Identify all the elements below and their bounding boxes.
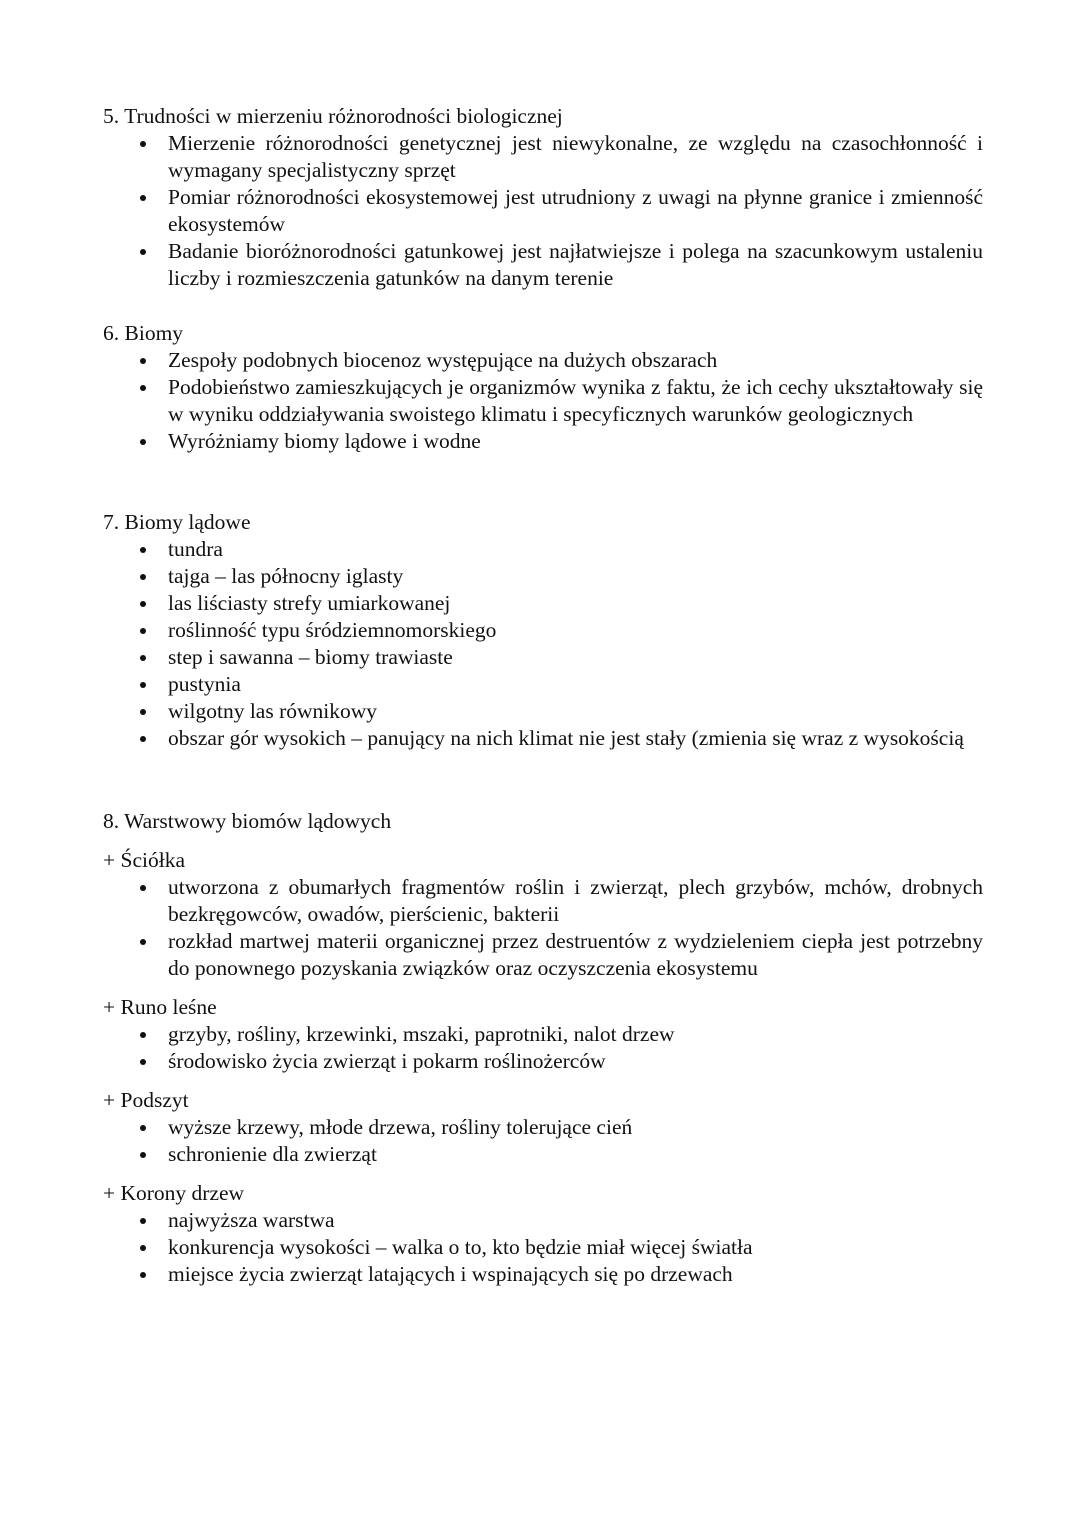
spacer: [103, 1075, 983, 1087]
bullet-list: [103, 347, 983, 455]
list-item: [103, 1234, 983, 1261]
section-heading: 7. Biomy lądowe: [103, 510, 251, 534]
section-heading: 5. Trudności w mierzeniu różnorodności biologicznej: [103, 104, 563, 128]
bullet-list: [103, 1021, 983, 1075]
layer-heading: + Korony drzew: [103, 1181, 245, 1205]
section-7: [103, 509, 983, 752]
list-item: [103, 1021, 983, 1048]
list-item: [103, 347, 983, 374]
bullet-icon: [140, 358, 146, 364]
list-item-text: środowisko życia zwierząt i pokarm roślinożerców: [168, 1049, 606, 1073]
list-item-text: step i sawanna – biomy trawiaste: [168, 645, 453, 669]
bullet-icon: [140, 141, 146, 147]
bullet-list: [103, 536, 983, 752]
list-item: [103, 725, 983, 752]
section-heading: 8. Warstwowy biomów lądowych: [103, 809, 392, 833]
list-item: [103, 928, 983, 982]
bullet-icon: [140, 385, 146, 391]
bullet-icon: [140, 1245, 146, 1251]
bullet-icon: [140, 547, 146, 553]
bullet-icon: [140, 195, 146, 201]
list-item: [103, 238, 983, 292]
list-item-text: Podobieństwo zamieszkujących je organizmów wynika z faktu, że ich cechy ukształtowały się w wyniku oddziaływania swoistego klimatu i specyficznych warunków geologicznych: [168, 375, 983, 426]
list-item-text: obszar gór wysokich – panujący na nich klimat nie jest stały (zmienia się wraz z wysokością: [168, 726, 964, 750]
layer-heading: + Ściółka: [103, 848, 185, 872]
bullet-icon: [140, 1125, 146, 1131]
list-item-text: utworzona z obumarłych fragmentów roślin i zwierząt, plech grzybów, mchów, drobnych bezkręgowców, owadów, pierścienic, bakterii: [168, 875, 983, 926]
list-item-text: wilgotny las równikowy: [168, 699, 378, 723]
section-heading: 6. Biomy: [103, 321, 184, 345]
bullet-icon: [140, 574, 146, 580]
bullet-icon: [140, 1032, 146, 1038]
list-item: [103, 698, 983, 725]
bullet-icon: [140, 736, 146, 742]
bullet-list: [103, 874, 983, 982]
list-item: [103, 874, 983, 928]
bullet-icon: [140, 1152, 146, 1158]
list-item-text: tajga – las północny iglasty: [168, 564, 404, 588]
list-item: [103, 563, 983, 590]
list-item: [103, 130, 983, 184]
list-item-text: roślinność typu śródziemnomorskiego: [168, 618, 497, 642]
layer-heading: + Podszyt: [103, 1088, 189, 1112]
bullet-icon: [140, 682, 146, 688]
list-item-text: wyższe krzewy, młode drzewa, rośliny tolerujące cień: [168, 1115, 633, 1139]
list-item: [103, 1207, 983, 1234]
bullet-list: [103, 1114, 983, 1168]
list-item-text: Pomiar różnorodności ekosystemowej jest utrudniony z uwagi na płynne granice i zmienność ekosystemów: [168, 185, 983, 236]
bullet-icon: [140, 885, 146, 891]
bullet-icon: [140, 628, 146, 634]
list-item: [103, 644, 983, 671]
list-item-text: Mierzenie różnorodności genetycznej jest niewykonalne, ze względu na czasochłonność i wymagany specjalistyczny sprzęt: [168, 131, 983, 182]
list-item: [103, 428, 983, 455]
bullet-list: [103, 130, 983, 292]
section-5: [103, 103, 983, 292]
list-item-text: konkurencja wysokości – walka o to, kto będzie miał więcej światła: [168, 1235, 753, 1259]
bullet-icon: [140, 1059, 146, 1065]
list-item: [103, 1141, 983, 1168]
list-item-text: rozkład martwej materii organicznej przez destruentów z wydzieleniem ciepła jest potrzebny do ponownego pozyskania związków oraz oczyszczenia ekosystemu: [168, 929, 983, 980]
bullet-icon: [140, 249, 146, 255]
bullet-icon: [140, 601, 146, 607]
bullet-icon: [140, 439, 146, 445]
list-item-text: pustynia: [168, 672, 241, 696]
list-item: [103, 671, 983, 698]
list-item-text: grzyby, rośliny, krzewinki, mszaki, paprotniki, nalot drzew: [168, 1022, 675, 1046]
list-item-text: las liściasty strefy umiarkowanej: [168, 591, 451, 615]
list-item: [103, 1261, 983, 1288]
list-item: [103, 374, 983, 428]
bullet-icon: [140, 1218, 146, 1224]
bullet-icon: [140, 709, 146, 715]
bullet-icon: [140, 1272, 146, 1278]
section-6: [103, 320, 983, 455]
list-item: [103, 1048, 983, 1075]
list-item-text: Zespoły podobnych biocenoz występujące na dużych obszarach: [168, 348, 718, 372]
list-item-text: Badanie bioróżnorodności gatunkowej jest najłatwiejsze i polega na szacunkowym ustaleniu liczby i rozmieszczenia gatunków na danym terenie: [168, 239, 983, 290]
spacer: [103, 982, 983, 994]
bullet-icon: [140, 655, 146, 661]
spacer: [103, 1168, 983, 1180]
list-item-text: tundra: [168, 537, 223, 561]
list-item: [103, 536, 983, 563]
list-item-text: miejsce życia zwierząt latających i wspinających się po drzewach: [168, 1262, 733, 1286]
layer-heading: + Runo leśne: [103, 995, 217, 1019]
list-item: [103, 617, 983, 644]
list-item: [103, 184, 983, 238]
list-item-text: najwyższa warstwa: [168, 1208, 335, 1232]
spacer: [103, 835, 983, 847]
list-item: [103, 590, 983, 617]
section-8: [103, 808, 983, 1288]
list-item-text: Wyróżniamy biomy lądowe i wodne: [168, 429, 481, 453]
bullet-icon: [140, 939, 146, 945]
list-item: [103, 1114, 983, 1141]
bullet-list: [103, 1207, 983, 1288]
list-item-text: schronienie dla zwierząt: [168, 1142, 377, 1166]
